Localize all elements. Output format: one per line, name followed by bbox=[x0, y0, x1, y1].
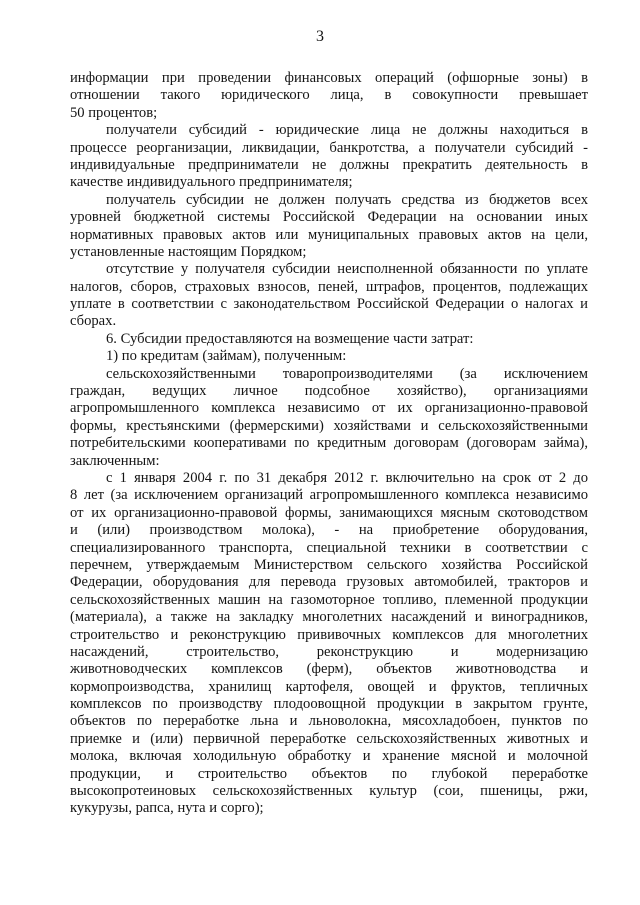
text-line: 8 лет (за исключением организаций агропромышленного комплекса независимо bbox=[70, 487, 588, 504]
text-line: Федерации, оборудования для перевода грузовых автомобилей, тракторов и bbox=[70, 574, 588, 591]
text-line: 50 процентов; bbox=[70, 104, 158, 121]
text-line: заключенным: bbox=[70, 452, 160, 469]
text-line: информации при проведении финансовых операций (офшорные зоны) в bbox=[70, 70, 588, 86]
page-number: 3 bbox=[316, 28, 324, 45]
text-line: (материала), а также на закладку многолетних насаждений и виноградников, bbox=[70, 609, 588, 626]
text-line: кормопроизводства, хранилищ картофеля, овощей и фруктов, тепличных bbox=[70, 678, 588, 695]
text-line: перечнем, утверждаемым Министерством сельского хозяйства Российской bbox=[70, 556, 588, 573]
text-line: объектов по переработке льна и льноволокна, мясохладобоен, пунктов по bbox=[70, 713, 588, 730]
text-line: специализированного транспорта, специальной техники в соответствии с bbox=[70, 539, 588, 556]
text-line: отсутствие у получателя субсидии неисполненной обязанности по уплате bbox=[106, 261, 588, 278]
text-line: и (или) производством молока), - на приобретение оборудования, bbox=[70, 522, 588, 539]
document-body bbox=[70, 70, 588, 818]
text-line: налогов, сборов, страховых взносов, пеней, штрафов, процентов, подлежащих bbox=[70, 278, 588, 295]
text-line: комплексов по производству плодоовощной продукции в закрытом грунте, bbox=[70, 696, 588, 713]
text-line: установленные настоящим Порядком; bbox=[70, 243, 307, 260]
text-line: формы, крестьянскими (фермерскими) хозяйствами и сельскохозяйственными bbox=[70, 417, 588, 434]
text-line: сельскохозяйственных машин на газомоторное топливо, племенной продукции bbox=[70, 591, 588, 608]
text-line: индивидуальные предприниматели не должны прекратить деятельность в bbox=[70, 156, 588, 173]
text-line: процессе реорганизации, ликвидации, банкротства, а получатели субсидий - bbox=[70, 139, 588, 156]
text-line: отношении такого юридического лица, в совокупности превышает bbox=[70, 87, 588, 104]
text-line: нормативных правовых актов или муниципальных правовых актов на цели, bbox=[70, 226, 588, 243]
text-line: животноводческих комплексов (ферм), объектов животноводства и bbox=[70, 661, 588, 678]
text-line: агропромышленного комплекса независимо от их организационно-правовой bbox=[70, 400, 588, 417]
text-line: от их организационно-правовой формы, занимающихся мясным скотоводством bbox=[70, 504, 588, 521]
text-line: строительство и реконструкцию прививочных комплексов для многолетних bbox=[70, 626, 588, 643]
text-line: потребительскими кооперативами по кредитным договорам (договорам займа), bbox=[70, 435, 588, 452]
text-line: сельскохозяйственными товаропроизводителями (за исключением bbox=[106, 365, 588, 382]
text-line: уплате в соответствии с законодательством Российской Федерации о налогах и bbox=[70, 296, 588, 313]
text-line: 1) по кредитам (займам), полученным: bbox=[106, 348, 347, 365]
text-line: кукурузы, рапса, нута и сорго); bbox=[70, 800, 264, 817]
text-line: получатели субсидий - юридические лица не должны находиться в bbox=[106, 122, 588, 139]
text-line: сборах. bbox=[70, 313, 117, 330]
text-line: граждан, ведущих личное подсобное хозяйство), организациями bbox=[70, 383, 588, 400]
text-line: уровней бюджетной системы Российской Федерации на основании иных bbox=[70, 209, 588, 226]
text-line: с 1 января 2004 г. по 31 декабря 2012 г. включительно на срок от 2 до bbox=[106, 469, 588, 486]
text-line: приемке и (или) первичной переработке сельскохозяйственных животных и bbox=[70, 730, 588, 747]
text-line: насаждений, строительство, реконструкцию и модернизацию bbox=[70, 643, 588, 660]
text-line: высокопротеиновых сельскохозяйственных культур (сои, пшеницы, ржи, bbox=[70, 783, 588, 800]
text-line: качестве индивидуального предпринимателя; bbox=[70, 174, 353, 191]
text-line: 6. Субсидии предоставляются на возмещение части затрат: bbox=[106, 330, 474, 347]
text-line: получатель субсидии не должен получать средства из бюджетов всех bbox=[106, 191, 588, 208]
text-line: молока, включая холодильную обработку и хранение мясной и молочной bbox=[70, 748, 588, 765]
text-line: продукции, и строительство объектов по глубокой переработке bbox=[70, 765, 588, 782]
